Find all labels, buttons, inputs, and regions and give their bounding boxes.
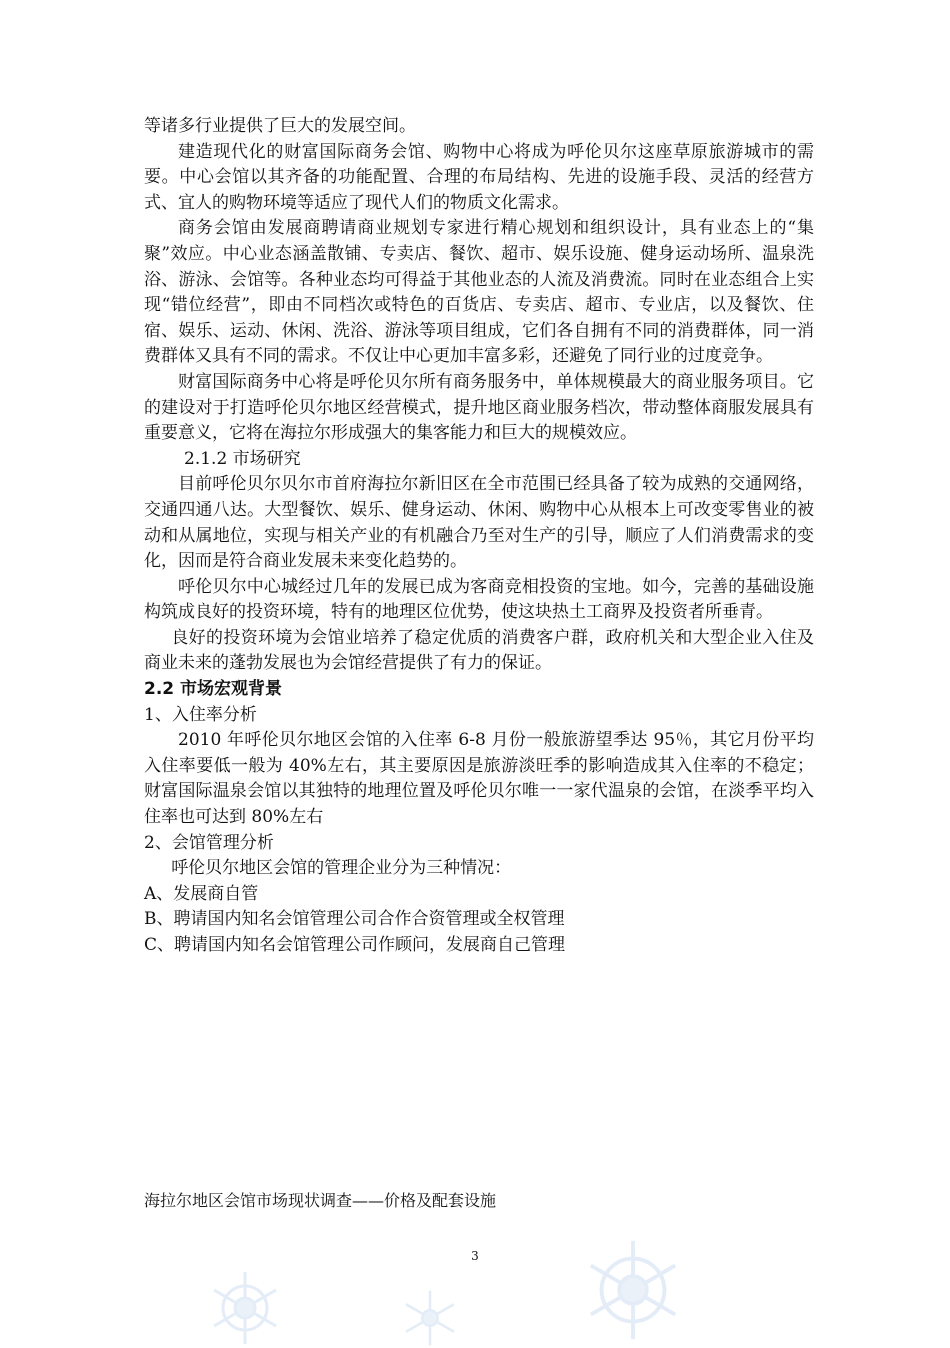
paragraph: 2010 年呼伦贝尔地区会馆的入住率 6-8 月份一般旅游望季达 95％，其它月份平均入住率要低一般为 40%左右，其主要原因是旅游淡旺季的影响造成其入住率的不稳定；财富国际温泉会馆以其独特的地理位置及呼伦贝尔唯一一家代温泉的会馆，在淡季平均入住率也可达到 80%左右 [144,730,814,828]
snowflake-watermark-icon [395,1288,465,1348]
list-item: A、发展商自管 [144,883,259,904]
list-item: C、聘请国内知名会馆管理公司作顾问，发展商自己管理 [144,935,566,955]
snowflake-watermark-icon [205,1268,285,1348]
paragraph: 等诸多行业提供了巨大的发展空间。 [144,116,416,136]
list-heading: 1、入住率分析 [144,704,257,725]
page-number: 3 [471,1249,479,1263]
paragraph: 财富国际商务中心将是呼伦贝尔所有商务服务中，单体规模最大的商业服务项目。它的建设对于打造呼伦贝尔地区经营模式，提升地区商业服务档次，带动整体商服发展具有重要意义，它将在海拉尔形成强大的集客能力和巨大的规模效应。 [144,371,814,444]
section-heading: 2.2 市场宏观背景 [144,679,283,700]
footer-caption: 海拉尔地区会馆市场现状调查——价格及配套设施 [144,1191,497,1210]
paragraph: 商务会馆由发展商聘请商业规划专家进行精心规划和组织设计，具有业态上的“集聚”效应。中心业态涵盖散铺、专卖店、餐饮、超市、娱乐设施、健身运动场所、温泉洗浴、游泳、会馆等。各种业态均可得益于其他业态的人流及消费流。同时在业态组合上实现“错位经营”，即由不同档次或特色的百货店、专卖店、超市、专业店，以及餐饮、住宿、娱乐、运动、休闲、洗浴、游泳等项目组成，它们各自拥有不同的消费群体，同一消费群体又具有不同的需求。不仅让中心更加丰富多彩，还避免了同行业的过度竞争。 [144,218,814,367]
paragraph: 建造现代化的财富国际商务会馆、购物中心将成为呼伦贝尔这座草原旅游城市的需要。中心会馆以其齐备的功能配置、合理的布局结构、先进的设施手段、灵活的经营方式、宜人的购物环境等适应了现代人们的物质文化需求。 [144,141,814,213]
section-subheading: 2.1.2 市场研究 [184,448,301,469]
list-item: B、聘请国内知名会馆管理公司合作合资管理或全权管理 [144,909,565,930]
body-text [144,114,814,959]
paragraph: 呼伦贝尔中心城经过几年的发展已成为客商竞相投资的宝地。如今，完善的基础设施构筑成良好的投资环境，特有的地理区位优势，使这块热土工商界及投资者所垂青。 [144,576,814,623]
paragraph: 良好的投资环境为会馆业培养了稳定优质的消费客户群，政府机关和大型企业入住及商业未来的蓬勃发展也为会馆经营提供了有力的保证。 [144,627,814,674]
snowflake-watermark-icon [578,1236,688,1344]
list-heading: 2、会馆管理分析 [144,832,274,853]
paragraph: 呼伦贝尔地区会馆的管理企业分为三种情况： [171,858,512,879]
paragraph: 目前呼伦贝尔贝尔市首府海拉尔新旧区在全市范围已经具备了较为成熟的交通网络，交通四通八达。大型餐饮、娱乐、健身运动、休闲、购物中心从根本上可改变零售业的被动和从属地位，实现与相关产业的有机融合乃至对生产的引导，顺应了人们消费需求的变化，因而是符合商业发展未来变化趋势的。 [144,474,814,572]
